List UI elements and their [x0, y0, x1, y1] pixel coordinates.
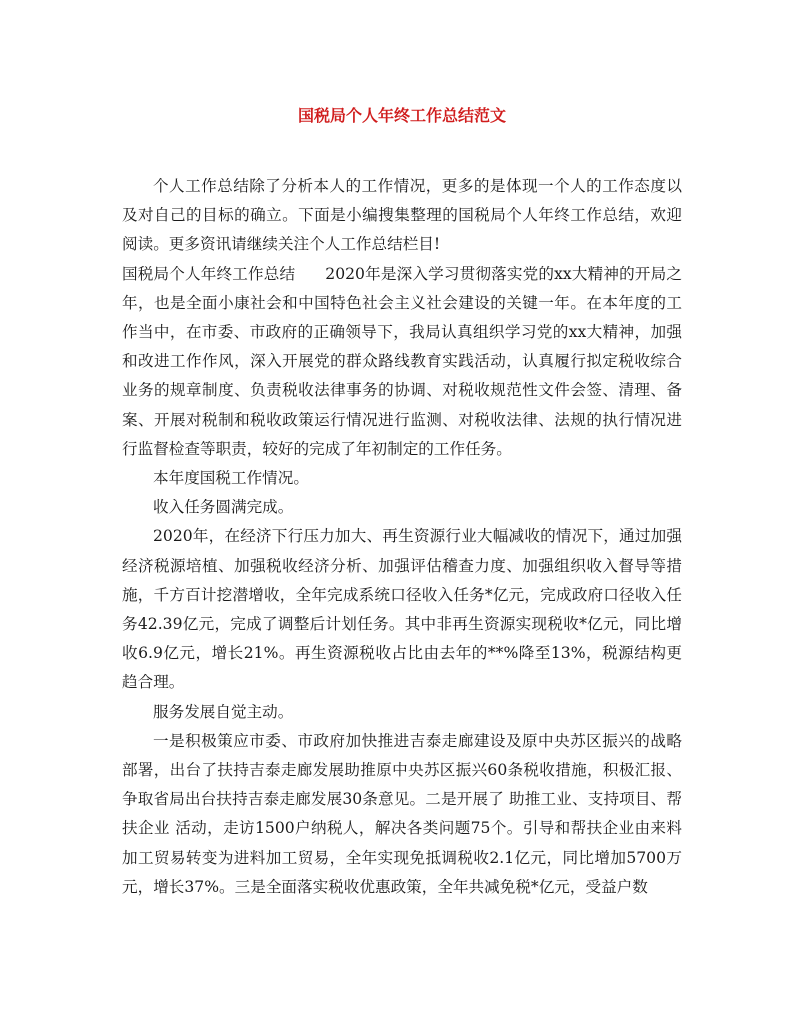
document-title: 国税局个人年终工作总结范文 — [297, 106, 506, 125]
section-heading-service: 服务发展自觉主动。 — [153, 702, 294, 721]
lead-paragraph — [122, 260, 682, 464]
intro-paragraph: 个人工作总结除了分析本人的工作情况，更多的是体现一个人的工作态度以及对自己的目标的确立。下面是小编搜集整理的国税局个人年终工作总结，欢迎阅读。更多资讯请继续关注个人工作总结栏目! — [122, 177, 682, 254]
revenue-paragraph: 2020年，在经济下行压力加大、再生资源行业大幅减收的情况下，通过加强经济税源培植、加强税收经济分析、加强评估稽查力度、加强组织收入督导等措施，千方百计挖潜增收，全年完成系统口径收入任务*亿元，完成政府口径收入任务42.39亿元，完成了调整后计划任务。其中非再生资源实现税收*亿元，同比增收6.9亿元，增长21%。再生资源税收占比由去年的**%降至13%，税源结构更趋合理。 — [122, 527, 682, 692]
lead-text: 2020年是深入学习贯彻落实党的xx大精神的开局之年，也是全面小康社会和中国特色社会主义社会建设的关键一年。在本年度的工作当中，在市委、市政府的正确领导下，我局认真组织学习党的xx大精神，加强和改进工作作风，深入开展党的群众路线教育实践活动，认真履行拟定税收综合业务的规章制度、负责税收法律事务的协调、对税收规范性文件会签、清理、备案、开展对税制和税收政策运行情况进行监测、对税收法律、法规的执行情况进行监督检查等职责，较好的完成了年初制定的工作任务。 — [122, 264, 682, 458]
section-heading-revenue: 收入任务圆满完成。 — [153, 498, 294, 517]
lead-label: 国税局个人年终工作总结 — [122, 264, 296, 283]
section-heading-annual: 本年度国税工作情况。 — [153, 469, 309, 488]
service-paragraph: 一是积极策应市委、市政府加快推进吉泰走廊建设及原中央苏区振兴的战略部署，出台了扶持吉泰走廊发展助推原中央苏区振兴60条税收措施，积极汇报、争取省局出台扶持吉泰走廊发展30条意见。二是开展了 助推工业、支持项目、帮扶企业 活动，走访1500户纳税人，解决各类问题75个。引导和帮扶企业由来料加工贸易转变为进料加工贸易，全年实现免抵调税收2.1亿元，同比增加5700万元，增长37%。三是全面落实税收优惠政策，全年共减免税*亿元，受益户数 — [122, 731, 682, 896]
